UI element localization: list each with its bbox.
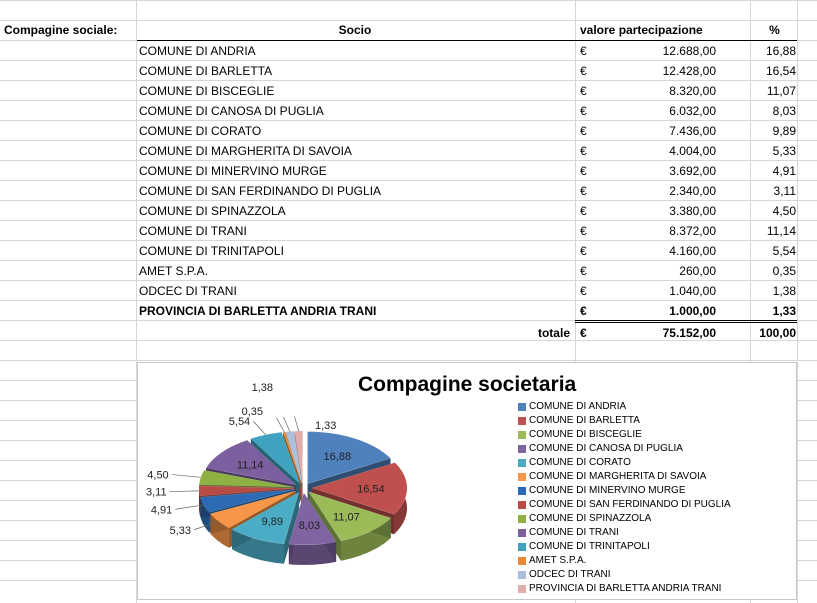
row-currency-cell[interactable]: € [580, 264, 587, 278]
legend-item[interactable] [518, 540, 731, 554]
legend-swatch [518, 403, 526, 411]
legend-item[interactable] [518, 526, 731, 540]
legend-label: ODCEC DI TRANI [529, 569, 611, 580]
totale-currency[interactable]: € [580, 326, 587, 340]
row-currency-cell[interactable]: € [580, 284, 587, 298]
row-percent-cell[interactable]: 16,88 [765, 44, 796, 58]
legend-label: COMUNE DI ANDRIA [529, 401, 627, 412]
legend-label: COMUNE DI MINERVINO MURGE [529, 485, 686, 496]
row-socio-cell[interactable]: COMUNE DI SPINAZZOLA [139, 204, 286, 218]
pie-data-label: 1,33 [315, 420, 337, 432]
legend-swatch [518, 417, 526, 425]
row-valore-cell[interactable]: 4.160,00 [669, 244, 716, 258]
row-valore-cell[interactable]: 1.000,00 [669, 304, 716, 318]
pie-data-label: 5,54 [228, 416, 251, 429]
pie-chart[interactable] [137, 362, 797, 600]
row-socio-cell[interactable]: COMUNE DI ANDRIA [139, 44, 256, 58]
legend-label: COMUNE DI TRINITAPOLI [529, 541, 650, 552]
row-valore-cell[interactable]: 3.692,00 [669, 164, 716, 178]
legend-swatch [518, 473, 526, 481]
compagine-sociale-label[interactable]: Compagine sociale: [4, 23, 118, 37]
legend-label: COMUNE DI CANOSA DI PUGLIA [529, 443, 683, 454]
gridline [797, 0, 798, 603]
row-percent-cell[interactable]: 9,89 [772, 124, 796, 138]
row-valore-cell[interactable]: 4.004,00 [669, 144, 716, 158]
row-socio-cell[interactable]: AMET S.P.A. [139, 264, 208, 278]
row-currency-cell[interactable]: € [580, 84, 587, 98]
totale-valore[interactable]: 75.152,00 [662, 326, 716, 340]
row-percent-cell[interactable]: 4,50 [772, 204, 796, 218]
data-label-leader [253, 421, 266, 435]
legend-swatch [518, 585, 526, 593]
row-currency-cell[interactable]: € [580, 184, 587, 198]
row-currency-cell[interactable]: € [580, 44, 587, 58]
legend-label: COMUNE DI BISCEGLIE [529, 429, 642, 440]
pie-data-label: 4,91 [150, 504, 173, 517]
pie-data-label: 11,07 [333, 511, 360, 524]
pie-plot-area [138, 363, 518, 599]
row-valore-cell[interactable]: 12.688,00 [662, 44, 716, 58]
row-valore-cell[interactable]: 2.340,00 [669, 184, 716, 198]
legend-swatch [518, 571, 526, 579]
legend-label: COMUNE DI CORATO [529, 457, 631, 468]
row-valore-cell[interactable]: 1.040,00 [669, 284, 716, 298]
legend-item[interactable] [518, 554, 731, 568]
header-socio[interactable]: Socio [338, 23, 372, 37]
legend-label: COMUNE DI SAN FERDINANDO DI PUGLIA [529, 499, 731, 510]
row-socio-cell[interactable]: PROVINCIA DI BARLETTA ANDRIA TRANI [139, 304, 377, 318]
row-percent-cell[interactable]: 11,14 [766, 224, 796, 238]
row-valore-cell[interactable]: 7.436,00 [669, 124, 716, 138]
row-percent-cell[interactable]: 8,03 [772, 104, 796, 118]
legend-item[interactable] [518, 456, 731, 470]
legend-label: PROVINCIA DI BARLETTA ANDRIA TRANI [529, 583, 722, 594]
gridline [0, 0, 817, 1]
row-currency-cell[interactable]: € [580, 304, 587, 318]
legend-swatch [518, 529, 526, 537]
legend-swatch [518, 557, 526, 565]
legend-item[interactable] [518, 470, 731, 484]
header-valore[interactable]: valore partecipazione [580, 23, 703, 37]
legend-item[interactable] [518, 568, 731, 582]
row-socio-cell[interactable]: COMUNE DI CORATO [139, 124, 262, 138]
row-currency-cell[interactable]: € [580, 204, 587, 218]
row-valore-cell[interactable]: 8.372,00 [669, 224, 716, 238]
row-socio-cell[interactable]: COMUNE DI MARGHERITA DI SAVOIA [139, 144, 352, 158]
row-socio-cell[interactable]: COMUNE DI BISCEGLIE [139, 84, 275, 98]
legend-swatch [518, 515, 526, 523]
legend-swatch [518, 501, 526, 509]
row-socio-cell[interactable]: COMUNE DI TRINITAPOLI [139, 244, 284, 258]
legend-item[interactable] [518, 582, 731, 596]
row-currency-cell[interactable]: € [580, 144, 587, 158]
row-percent-cell[interactable]: 3,11 [773, 184, 796, 198]
row-socio-cell[interactable]: COMUNE DI BARLETTA [139, 64, 273, 78]
legend-label: AMET S.P.A. [529, 555, 587, 566]
legend-item[interactable] [518, 512, 731, 526]
legend-swatch [518, 445, 526, 453]
row-currency-cell[interactable]: € [580, 124, 587, 138]
pie-data-label: 11,14 [236, 459, 264, 472]
totale-label[interactable]: totale [537, 326, 570, 340]
row-currency-cell[interactable]: € [580, 104, 587, 118]
data-label-leader [276, 418, 284, 432]
data-label-leader [170, 491, 200, 492]
legend-swatch [518, 487, 526, 495]
row-socio-cell[interactable]: COMUNE DI TRANI [139, 224, 247, 238]
legend-swatch [518, 431, 526, 439]
row-percent-cell[interactable]: 1,38 [772, 284, 796, 298]
legend-label: COMUNE DI BARLETTA [529, 415, 640, 426]
row-currency-cell[interactable]: € [580, 164, 587, 178]
pie-data-label: 4,50 [147, 469, 169, 482]
pie-data-label: 0,35 [241, 406, 263, 418]
legend-item[interactable] [518, 400, 731, 414]
pie-data-label: 16,88 [323, 450, 352, 463]
totale-percent[interactable]: 100,00 [759, 326, 796, 340]
legend-swatch [518, 459, 526, 467]
data-label-leader [295, 417, 299, 432]
data-label-leader [283, 417, 289, 431]
pie-data-label: 5,33 [169, 524, 191, 537]
total-rule-top [575, 320, 797, 321]
legend-item[interactable] [518, 442, 731, 456]
pie-data-label: 3,11 [146, 486, 167, 499]
pie-data-label: 8,03 [298, 520, 321, 532]
row-socio-cell[interactable]: COMUNE DI CANOSA DI PUGLIA [139, 104, 324, 118]
row-percent-cell[interactable]: 5,33 [772, 144, 796, 158]
legend-label: COMUNE DI TRANI [529, 527, 619, 538]
gridline [0, 360, 817, 361]
legend-item[interactable] [518, 498, 731, 512]
row-percent-cell[interactable]: 1,33 [772, 304, 796, 318]
row-currency-cell[interactable]: € [580, 64, 587, 78]
row-percent-cell[interactable]: 11,07 [766, 84, 796, 98]
row-socio-cell[interactable]: COMUNE DI SAN FERDINANDO DI PUGLIA [139, 184, 382, 198]
row-percent-cell[interactable]: 5,54 [772, 244, 796, 258]
legend-item[interactable] [518, 414, 731, 428]
row-percent-cell[interactable]: 0,35 [772, 264, 796, 278]
row-socio-cell[interactable]: COMUNE DI MINERVINO MURGE [139, 164, 327, 178]
pie-data-label: 9,89 [261, 516, 284, 529]
pie-data-label: 16,54 [357, 483, 385, 496]
row-valore-cell[interactable]: 6.032,00 [669, 104, 716, 118]
row-currency-cell[interactable]: € [580, 224, 587, 238]
legend-item[interactable] [518, 484, 731, 498]
pie-data-label: 1,38 [251, 382, 273, 394]
row-valore-cell[interactable]: 3.380,00 [669, 204, 716, 218]
legend-label: COMUNE DI SPINAZZOLA [529, 513, 652, 524]
data-label-leader [172, 475, 201, 478]
row-valore-cell[interactable]: 8.320,00 [669, 84, 716, 98]
legend-swatch [518, 543, 526, 551]
legend-label: COMUNE DI MARGHERITA DI SAVOIA [529, 471, 707, 482]
chart-legend [518, 400, 731, 596]
row-valore-cell[interactable]: 260,00 [679, 264, 716, 278]
row-percent-cell[interactable]: 16,54 [765, 64, 796, 78]
legend-item[interactable] [518, 428, 731, 442]
row-socio-cell[interactable]: ODCEC DI TRANI [139, 284, 237, 298]
row-percent-cell[interactable]: 4,91 [772, 164, 796, 178]
header-percent[interactable]: % [769, 23, 780, 37]
row-valore-cell[interactable]: 12.428,00 [662, 64, 716, 78]
row-currency-cell[interactable]: € [580, 244, 587, 258]
chart-title: Compagine societaria [358, 373, 577, 396]
